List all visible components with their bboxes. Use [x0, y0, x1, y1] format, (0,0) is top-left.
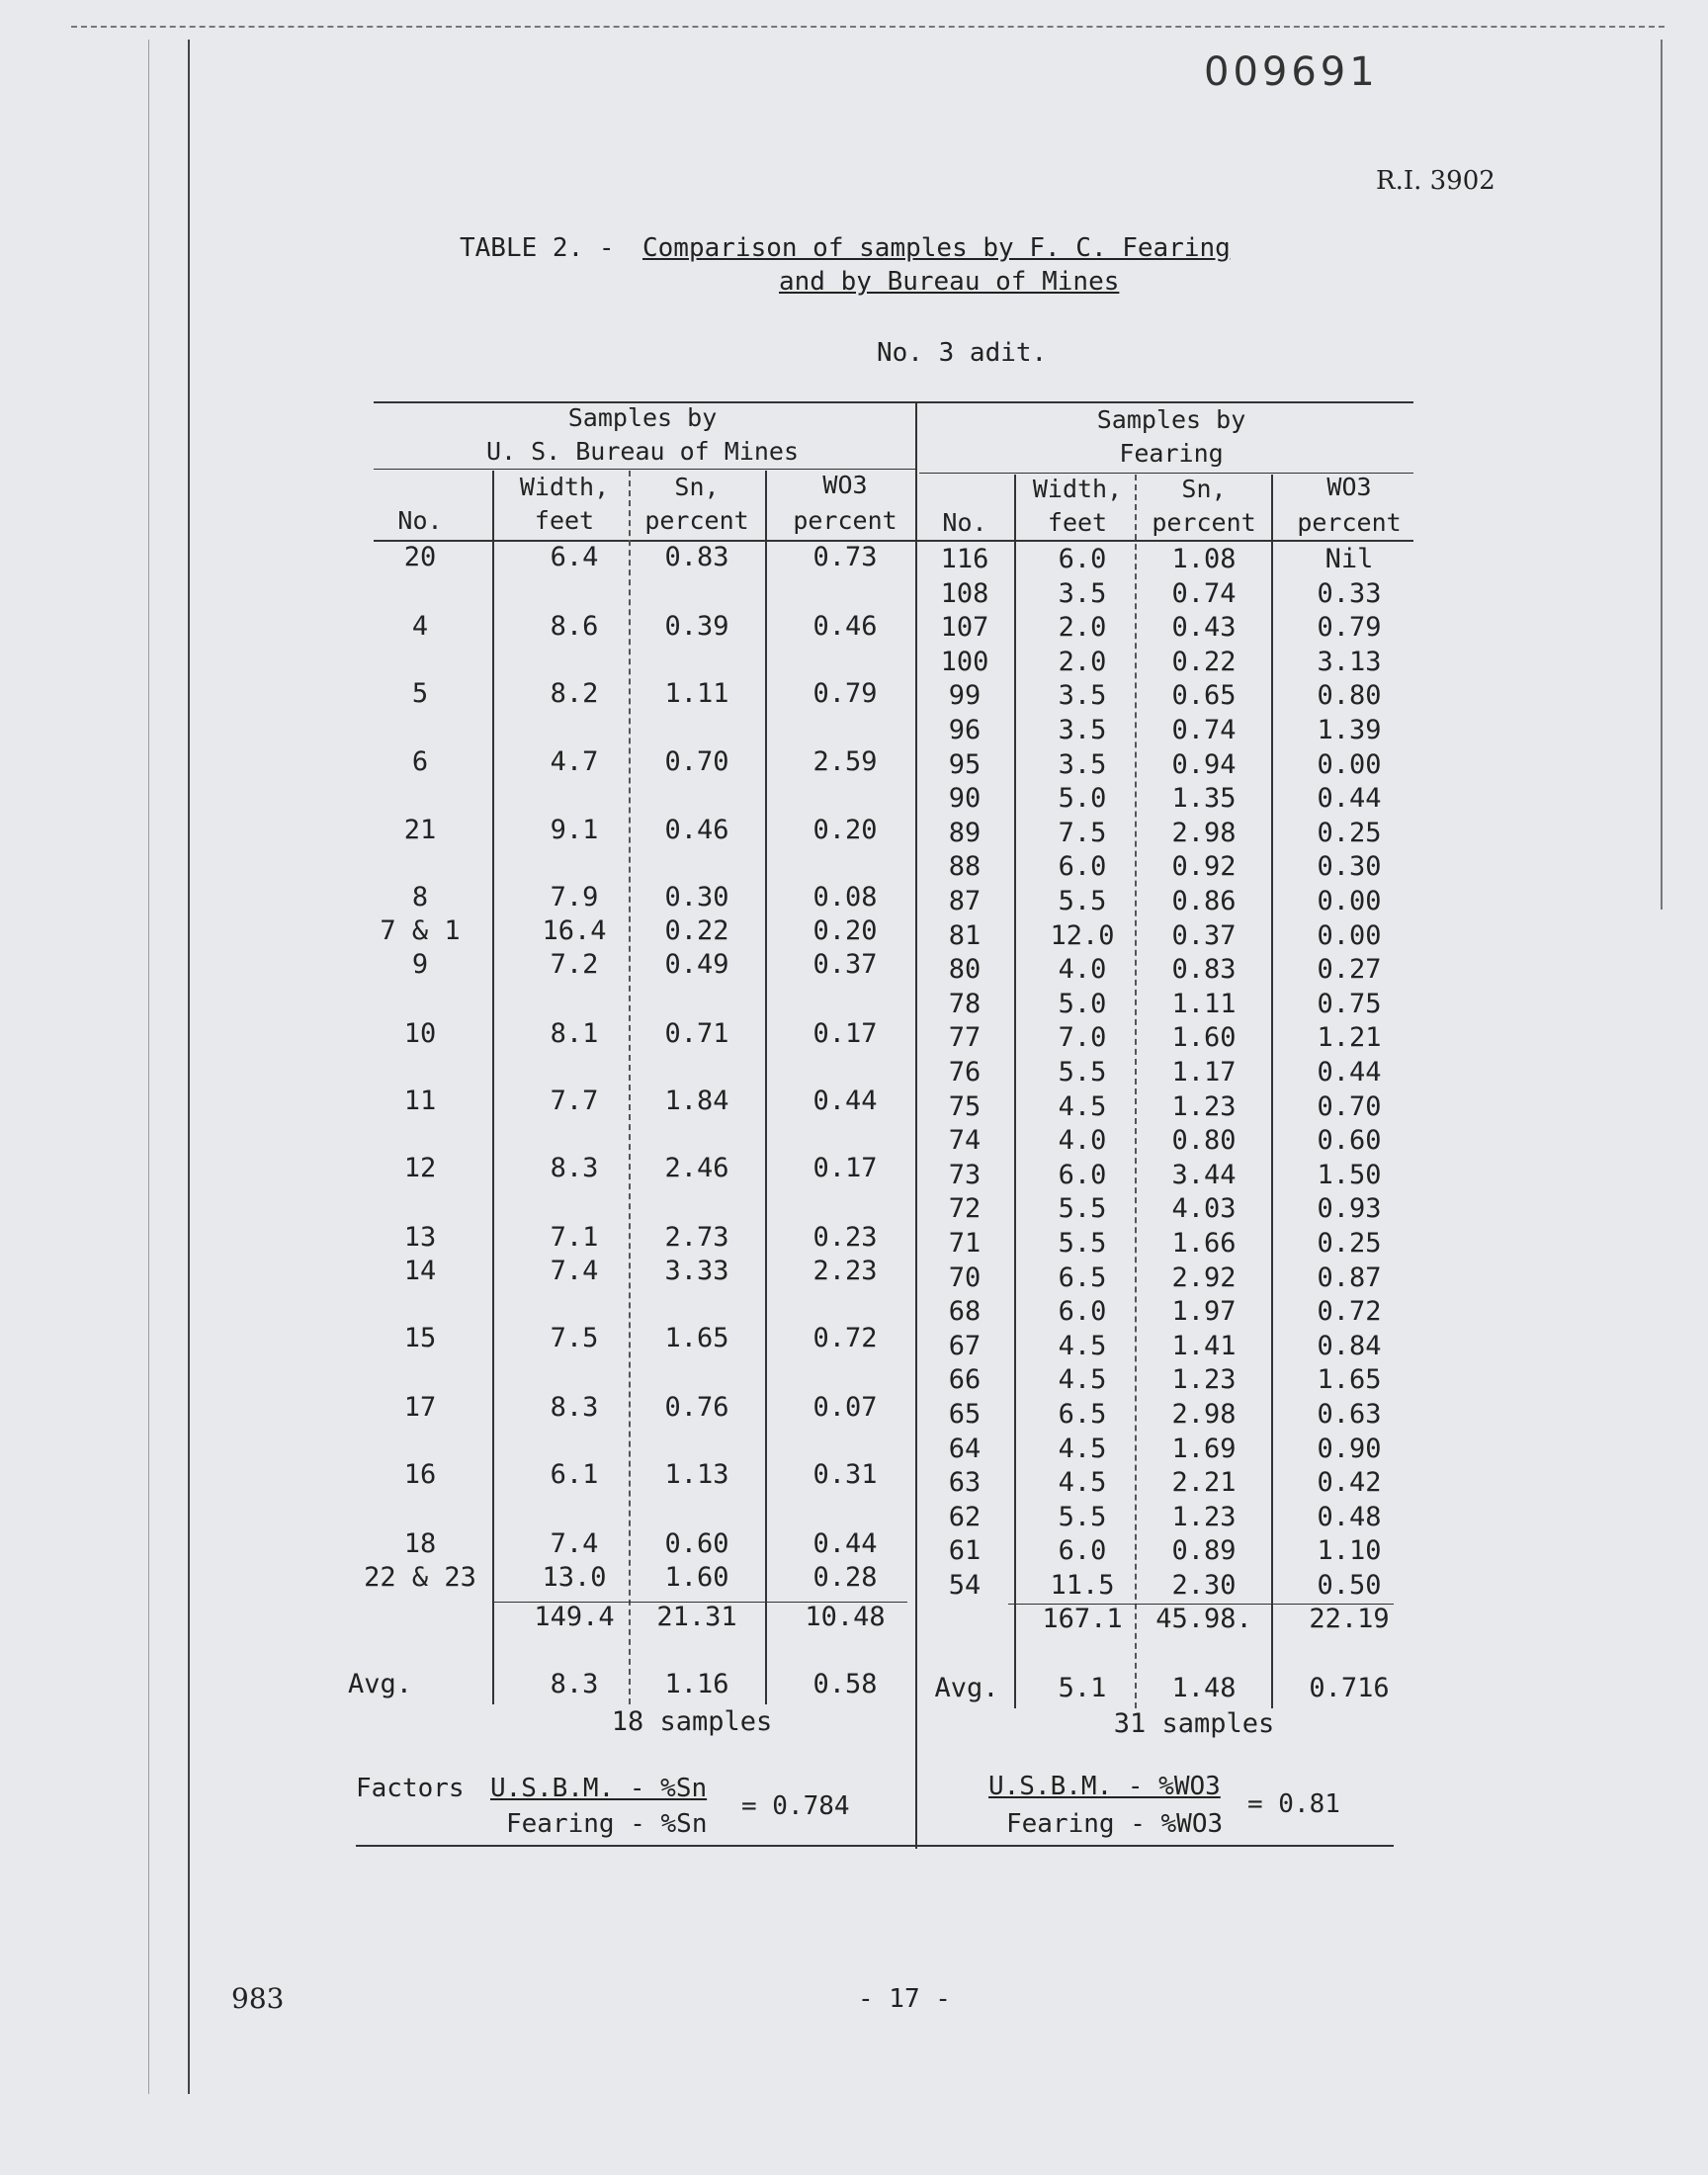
fearing-row-no: 63 — [948, 1467, 982, 1498]
usbm-row-no: 6 — [411, 746, 429, 777]
fearing-row-width: 4.5 — [1058, 1364, 1107, 1395]
usbm-row-width: 7.4 — [550, 1528, 599, 1559]
fearing-row-sn: 2.92 — [1171, 1262, 1237, 1293]
fearing-col-sn-l2: percent — [1152, 508, 1256, 537]
usbm-col-sn-l2: percent — [644, 506, 749, 535]
fearing-row-width: 4.5 — [1058, 1331, 1107, 1361]
fearing-sample-count: 31 samples — [1113, 1708, 1275, 1739]
col-divider-usbm-no — [492, 471, 494, 1704]
factor-sn-numerator: U.S.B.M. - %Sn — [490, 1774, 708, 1803]
usbm-col-width-l2: feet — [534, 506, 595, 535]
usbm-row-wo3: 0.08 — [812, 882, 878, 913]
right-edge — [1661, 40, 1663, 910]
fearing-row-no: 65 — [948, 1399, 982, 1430]
fearing-row-width: 12.0 — [1050, 920, 1115, 951]
usbm-row-wo3: 0.07 — [812, 1392, 878, 1423]
fearing-row-width: 6.5 — [1058, 1399, 1107, 1430]
page-code: 983 — [231, 1982, 285, 2015]
usbm-group-header-line2: U. S. Bureau of Mines — [485, 437, 800, 466]
fearing-row-wo3: 1.39 — [1317, 715, 1382, 745]
fearing-row-no: 107 — [940, 612, 989, 643]
fearing-row-sn: 0.74 — [1171, 578, 1237, 609]
fearing-row-sn: 0.65 — [1171, 680, 1237, 711]
usbm-row-wo3: 0.17 — [812, 1153, 878, 1183]
usbm-row-no: 10 — [403, 1018, 437, 1049]
fearing-row-wo3: 0.79 — [1317, 612, 1382, 643]
usbm-row-no: 4 — [411, 611, 429, 642]
fearing-row-no: 81 — [948, 920, 982, 951]
usbm-row-wo3: 0.46 — [812, 611, 878, 642]
usbm-row-sn: 0.39 — [664, 611, 729, 642]
fearing-row-no: 73 — [948, 1160, 982, 1190]
fearing-row-width: 4.5 — [1058, 1091, 1107, 1122]
usbm-row-width: 13.0 — [542, 1562, 607, 1593]
fearing-col-wo3-l1: WO3 — [1326, 473, 1372, 501]
fearing-row-sn: 3.44 — [1171, 1160, 1237, 1190]
left-margin-line — [148, 40, 149, 2094]
fearing-col-sn-l1: Sn, — [1181, 475, 1227, 503]
usbm-col-wo3-l2: percent — [793, 506, 897, 535]
fearing-row-width: 5.5 — [1058, 1502, 1107, 1532]
usbm-row-width: 7.9 — [550, 882, 599, 913]
fearing-row-width: 4.0 — [1058, 1125, 1107, 1156]
fearing-row-wo3: 0.33 — [1317, 578, 1382, 609]
fearing-row-no: 64 — [948, 1434, 982, 1464]
fearing-avg-wo3: 0.716 — [1309, 1673, 1390, 1703]
fearing-row-no: 95 — [948, 749, 982, 780]
fearing-row-width: 5.0 — [1058, 989, 1107, 1019]
fearing-row-no: 71 — [948, 1228, 982, 1259]
fearing-row-sn: 0.22 — [1171, 647, 1237, 677]
usbm-row-sn: 0.76 — [664, 1392, 729, 1423]
fearing-row-wo3: 0.63 — [1317, 1399, 1382, 1430]
usbm-row-wo3: 2.23 — [812, 1256, 878, 1286]
factor-wo3-numerator: U.S.B.M. - %WO3 — [988, 1772, 1221, 1801]
usbm-row-wo3: 0.31 — [812, 1459, 878, 1490]
usbm-total-width: 149.4 — [534, 1602, 615, 1632]
usbm-row-no: 8 — [411, 882, 429, 913]
fearing-avg-width: 5.1 — [1058, 1673, 1107, 1703]
usbm-row-no: 18 — [403, 1528, 437, 1559]
fearing-row-width: 2.0 — [1058, 612, 1107, 643]
fearing-row-wo3: 0.87 — [1317, 1262, 1382, 1293]
fearing-row-no: 89 — [948, 818, 982, 848]
factor-wo3-denominator: Fearing - %WO3 — [1006, 1809, 1224, 1839]
fearing-row-wo3: 3.13 — [1317, 647, 1382, 677]
fearing-total-width: 167.1 — [1042, 1604, 1123, 1634]
col-divider-fearing-no — [1014, 475, 1016, 1708]
usbm-row-sn: 0.71 — [664, 1018, 729, 1049]
usbm-row-no: 12 — [403, 1153, 437, 1183]
fearing-row-wo3: 0.90 — [1317, 1434, 1382, 1464]
usbm-row-wo3: 0.20 — [812, 815, 878, 845]
usbm-row-sn: 0.22 — [664, 915, 729, 946]
fearing-row-width: 5.5 — [1058, 1057, 1107, 1088]
usbm-row-wo3: 0.73 — [812, 542, 878, 572]
fearing-row-width: 6.0 — [1058, 1160, 1107, 1190]
fearing-row-sn: 1.41 — [1171, 1331, 1237, 1361]
binding-edge — [188, 40, 190, 2094]
table-title-line2: and by Bureau of Mines — [779, 267, 1120, 297]
fearing-row-sn: 1.69 — [1171, 1434, 1237, 1464]
fearing-row-width: 6.0 — [1058, 544, 1107, 574]
fearing-col-width-l2: feet — [1047, 508, 1108, 537]
usbm-sample-count: 18 samples — [611, 1706, 773, 1737]
usbm-row-width: 7.7 — [550, 1086, 599, 1116]
fearing-row-no: 70 — [948, 1262, 982, 1293]
fearing-row-sn: 1.66 — [1171, 1228, 1237, 1259]
fearing-row-wo3: 0.30 — [1317, 851, 1382, 882]
fearing-row-no: 87 — [948, 886, 982, 916]
fearing-row-width: 5.5 — [1058, 886, 1107, 916]
fearing-group-header-line2: Fearing — [1119, 439, 1224, 468]
usbm-row-sn: 0.60 — [664, 1528, 729, 1559]
fearing-row-no: 108 — [940, 578, 989, 609]
fearing-row-width: 6.5 — [1058, 1262, 1107, 1293]
fearing-row-sn: 1.23 — [1171, 1364, 1237, 1395]
page-number: - 17 - — [858, 1984, 951, 2014]
fearing-row-no: 67 — [948, 1331, 982, 1361]
fearing-row-wo3: 0.25 — [1317, 1228, 1382, 1259]
fearing-row-width: 4.5 — [1058, 1434, 1107, 1464]
fearing-row-wo3: 0.70 — [1317, 1091, 1382, 1122]
fearing-row-wo3: 0.93 — [1317, 1193, 1382, 1224]
usbm-row-no: 17 — [403, 1392, 437, 1423]
fearing-row-wo3: 0.00 — [1317, 920, 1382, 951]
usbm-row-sn: 0.83 — [664, 542, 729, 572]
factor-sn-result: = 0.784 — [741, 1791, 850, 1821]
fearing-avg-sn: 1.48 — [1171, 1673, 1237, 1703]
fearing-row-sn: 1.60 — [1171, 1022, 1237, 1053]
usbm-row-width: 7.4 — [550, 1256, 599, 1286]
fearing-col-no: No. — [942, 508, 987, 537]
factor-sn-denominator: Fearing - %Sn — [506, 1809, 708, 1839]
usbm-row-width: 4.7 — [550, 746, 599, 777]
usbm-row-sn: 0.30 — [664, 882, 729, 913]
usbm-row-width: 8.2 — [550, 678, 599, 709]
usbm-avg-sn: 1.16 — [664, 1669, 729, 1699]
usbm-row-sn: 0.49 — [664, 949, 729, 980]
usbm-row-no: 13 — [403, 1222, 437, 1253]
fearing-row-wo3: 0.48 — [1317, 1502, 1382, 1532]
fearing-row-width: 5.0 — [1058, 783, 1107, 814]
fearing-row-no: 66 — [948, 1364, 982, 1395]
fearing-row-no: 54 — [948, 1570, 982, 1601]
fearing-row-wo3: Nil — [1324, 544, 1374, 574]
fearing-row-no: 90 — [948, 783, 982, 814]
usbm-row-wo3: 2.59 — [812, 746, 878, 777]
fearing-row-width: 5.5 — [1058, 1193, 1107, 1224]
usbm-row-width: 7.2 — [550, 949, 599, 980]
usbm-row-width: 16.4 — [542, 915, 607, 946]
fearing-row-no: 88 — [948, 851, 982, 882]
usbm-row-width: 7.5 — [550, 1323, 599, 1353]
usbm-row-width: 8.6 — [550, 611, 599, 642]
usbm-row-sn: 2.46 — [664, 1153, 729, 1183]
fearing-row-wo3: 1.50 — [1317, 1160, 1382, 1190]
usbm-row-sn: 1.13 — [664, 1459, 729, 1490]
fearing-row-no: 68 — [948, 1296, 982, 1327]
fearing-row-no: 100 — [940, 647, 989, 677]
fearing-row-sn: 1.11 — [1171, 989, 1237, 1019]
usbm-col-wo3-l1: WO3 — [822, 471, 868, 499]
usbm-row-no: 11 — [403, 1086, 437, 1116]
usbm-row-sn: 1.84 — [664, 1086, 729, 1116]
fearing-row-sn: 0.94 — [1171, 749, 1237, 780]
fearing-row-width: 6.0 — [1058, 851, 1107, 882]
fearing-row-no: 61 — [948, 1535, 982, 1566]
fearing-row-no: 75 — [948, 1091, 982, 1122]
fearing-row-wo3: 0.27 — [1317, 954, 1382, 985]
fearing-total-sn: 45.98. — [1155, 1604, 1252, 1634]
usbm-row-width: 9.1 — [550, 815, 599, 845]
usbm-row-no: 16 — [403, 1459, 437, 1490]
usbm-avg-label: Avg. — [348, 1669, 413, 1699]
fearing-row-sn: 1.08 — [1171, 544, 1237, 574]
fearing-row-sn: 2.21 — [1171, 1467, 1237, 1498]
fearing-row-wo3: 0.44 — [1317, 783, 1382, 814]
serial-stamp: 009691 — [1204, 49, 1379, 95]
fearing-row-wo3: 0.50 — [1317, 1570, 1382, 1601]
usbm-row-sn: 0.70 — [664, 746, 729, 777]
usbm-row-no: 14 — [403, 1256, 437, 1286]
fearing-avg-label: Avg. — [934, 1673, 999, 1703]
usbm-row-no: 9 — [411, 949, 429, 980]
fearing-row-no: 62 — [948, 1502, 982, 1532]
fearing-row-width: 7.5 — [1058, 818, 1107, 848]
fearing-row-width: 11.5 — [1050, 1570, 1115, 1601]
fearing-row-width: 5.5 — [1058, 1228, 1107, 1259]
fearing-row-wo3: 0.72 — [1317, 1296, 1382, 1327]
fearing-row-wo3: 0.84 — [1317, 1331, 1382, 1361]
usbm-row-width: 8.1 — [550, 1018, 599, 1049]
fearing-row-wo3: 0.75 — [1317, 989, 1382, 1019]
usbm-row-wo3: 0.72 — [812, 1323, 878, 1353]
fearing-row-width: 6.0 — [1058, 1296, 1107, 1327]
fearing-row-width: 4.5 — [1058, 1467, 1107, 1498]
usbm-avg-width: 8.3 — [550, 1669, 599, 1699]
fearing-row-sn: 0.74 — [1171, 715, 1237, 745]
usbm-row-sn: 2.73 — [664, 1222, 729, 1253]
usbm-row-sn: 3.33 — [664, 1256, 729, 1286]
fearing-col-width-l1: Width, — [1032, 475, 1123, 503]
usbm-row-width: 8.3 — [550, 1153, 599, 1183]
fearing-row-wo3: 0.00 — [1317, 886, 1382, 916]
usbm-row-width: 6.1 — [550, 1459, 599, 1490]
fearing-row-width: 3.5 — [1058, 749, 1107, 780]
fearing-row-wo3: 0.80 — [1317, 680, 1382, 711]
usbm-row-sn: 0.46 — [664, 815, 729, 845]
fearing-row-wo3: 1.65 — [1317, 1364, 1382, 1395]
fearing-group-header-line1: Samples by — [1096, 405, 1246, 434]
fearing-row-sn: 1.23 — [1171, 1502, 1237, 1532]
fearing-row-sn: 1.35 — [1171, 783, 1237, 814]
fearing-row-no: 76 — [948, 1057, 982, 1088]
fearing-row-no: 74 — [948, 1125, 982, 1156]
fearing-row-wo3: 0.00 — [1317, 749, 1382, 780]
fearing-total-wo3: 22.19 — [1309, 1604, 1390, 1634]
usbm-row-width: 7.1 — [550, 1222, 599, 1253]
usbm-row-wo3: 0.23 — [812, 1222, 878, 1253]
usbm-row-wo3: 0.79 — [812, 678, 878, 709]
usbm-row-no: 5 — [411, 678, 429, 709]
table-bottom-rule — [356, 1845, 1394, 1847]
fearing-row-no: 80 — [948, 954, 982, 985]
fearing-row-sn: 1.23 — [1171, 1091, 1237, 1122]
fearing-row-wo3: 0.60 — [1317, 1125, 1382, 1156]
usbm-row-no: 7 & 1 — [380, 915, 461, 946]
fearing-row-width: 4.0 — [1058, 954, 1107, 985]
usbm-avg-wo3: 0.58 — [812, 1669, 878, 1699]
fearing-col-wo3-l2: percent — [1297, 508, 1402, 537]
col-divider-usbm-sn — [765, 471, 767, 1704]
fearing-row-sn: 0.86 — [1171, 886, 1237, 916]
fearing-row-wo3: 0.44 — [1317, 1057, 1382, 1088]
fearing-row-sn: 0.89 — [1171, 1535, 1237, 1566]
usbm-row-wo3: 0.20 — [812, 915, 878, 946]
usbm-row-wo3: 0.17 — [812, 1018, 878, 1049]
fearing-row-width: 3.5 — [1058, 680, 1107, 711]
usbm-row-wo3: 0.44 — [812, 1086, 878, 1116]
fearing-row-no: 96 — [948, 715, 982, 745]
fearing-row-sn: 0.43 — [1171, 612, 1237, 643]
usbm-row-width: 8.3 — [550, 1392, 599, 1423]
usbm-row-no: 22 & 23 — [364, 1562, 476, 1593]
fearing-row-sn: 4.03 — [1171, 1193, 1237, 1224]
usbm-total-sn: 21.31 — [656, 1602, 737, 1632]
report-id: R.I. 3902 — [1376, 166, 1495, 196]
usbm-col-width-l1: Width, — [519, 473, 610, 501]
usbm-row-no: 20 — [403, 542, 437, 572]
fearing-row-sn: 0.92 — [1171, 851, 1237, 882]
usbm-group-rule — [374, 469, 915, 470]
fearing-row-no: 72 — [948, 1193, 982, 1224]
usbm-row-no: 21 — [403, 815, 437, 845]
usbm-group-header-line1: Samples by — [567, 403, 718, 432]
usbm-row-wo3: 0.44 — [812, 1528, 878, 1559]
fearing-row-sn: 0.80 — [1171, 1125, 1237, 1156]
fearing-row-wo3: 0.42 — [1317, 1467, 1382, 1498]
usbm-total-wo3: 10.48 — [805, 1602, 886, 1632]
fearing-row-no: 116 — [940, 544, 989, 574]
fearing-row-wo3: 1.10 — [1317, 1535, 1382, 1566]
usbm-row-sn: 1.11 — [664, 678, 729, 709]
usbm-col-sn-l1: Sn, — [674, 473, 720, 501]
fearing-row-sn: 2.98 — [1171, 1399, 1237, 1430]
table-subtitle: No. 3 adit. — [877, 338, 1048, 368]
fearing-row-width: 3.5 — [1058, 715, 1107, 745]
fearing-row-no: 77 — [948, 1022, 982, 1053]
usbm-col-no: No. — [397, 506, 443, 535]
fearing-row-width: 6.0 — [1058, 1535, 1107, 1566]
usbm-row-no: 15 — [403, 1323, 437, 1353]
fearing-row-sn: 0.83 — [1171, 954, 1237, 985]
fearing-row-no: 99 — [948, 680, 982, 711]
fearing-row-width: 2.0 — [1058, 647, 1107, 677]
factors-label: Factors — [356, 1774, 465, 1803]
top-border — [71, 26, 1665, 32]
table-label: TABLE 2. - — [460, 233, 615, 263]
table-title-line1: Comparison of samples by F. C. Fearing — [642, 233, 1231, 263]
fearing-row-sn: 2.30 — [1171, 1570, 1237, 1601]
factor-wo3-result: = 0.81 — [1247, 1789, 1340, 1819]
usbm-row-sn: 1.65 — [664, 1323, 729, 1353]
fearing-row-width: 3.5 — [1058, 578, 1107, 609]
fearing-row-sn: 0.37 — [1171, 920, 1237, 951]
fearing-row-no: 78 — [948, 989, 982, 1019]
usbm-row-wo3: 0.37 — [812, 949, 878, 980]
fearing-row-wo3: 1.21 — [1317, 1022, 1382, 1053]
fearing-row-wo3: 0.25 — [1317, 818, 1382, 848]
usbm-row-sn: 1.60 — [664, 1562, 729, 1593]
fearing-row-width: 7.0 — [1058, 1022, 1107, 1053]
fearing-row-sn: 2.98 — [1171, 818, 1237, 848]
fearing-row-sn: 1.97 — [1171, 1296, 1237, 1327]
usbm-row-wo3: 0.28 — [812, 1562, 878, 1593]
usbm-row-width: 6.4 — [550, 542, 599, 572]
fearing-row-sn: 1.17 — [1171, 1057, 1237, 1088]
